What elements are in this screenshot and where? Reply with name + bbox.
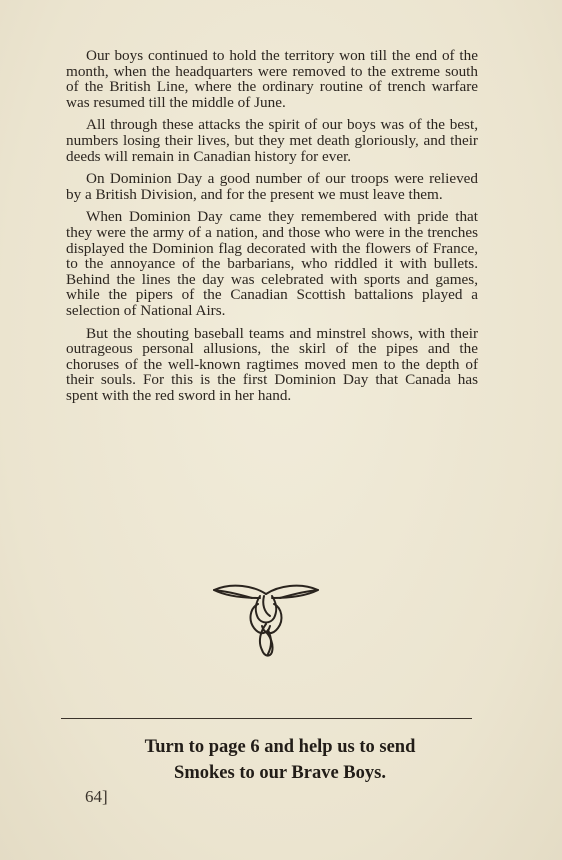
page-number: 64] bbox=[85, 787, 108, 806]
smokes-notice bbox=[40, 734, 520, 786]
paragraph-4: When Dominion Day came they remembered with pride that they were the army of a nation, and those who were in the trenches displayed the Dominion flag decorated with the flowers of France, to the annoyance of the barbarians, who riddled it with bullets. Behind the lines the day was celebrated with sports and games, while the pipers of the Canadian Scottish battalions played a selection of National Airs. bbox=[66, 208, 478, 319]
notice-line-1: Turn to page 6 and help us to send bbox=[144, 737, 416, 757]
paragraph-3: On Dominion Day a good number of our troops were relieved by a British Division, and for the present we must leave them. bbox=[66, 170, 478, 203]
paragraph-5: But the shouting baseball teams and minstrel shows, with their outrageous personal allusions, the skirl of the pipes and the choruses of the well-known ragtimes moved men to the depth of their souls. For this is the first Dominion Day that Canada has spent with the red sword in her hand. bbox=[66, 324, 478, 404]
ribbon-bow-ornament-icon bbox=[210, 574, 322, 662]
paragraph-2: All through these attacks the spirit of our boys was of the best, numbers losing their lives, but they met death gloriously, and their deeds will remain in Canadian history for ever. bbox=[66, 116, 478, 165]
horizontal-rule bbox=[61, 718, 472, 719]
paragraph-1: Our boys continued to hold the territory won till the end of the month, when the headquarters were removed to the extreme south of the British Line, where the ordinary routine of trench warfare was resumed till the middle of June. bbox=[66, 47, 478, 111]
notice-line-2: Smokes to our Brave Boys. bbox=[174, 763, 386, 783]
body-text bbox=[66, 48, 478, 410]
